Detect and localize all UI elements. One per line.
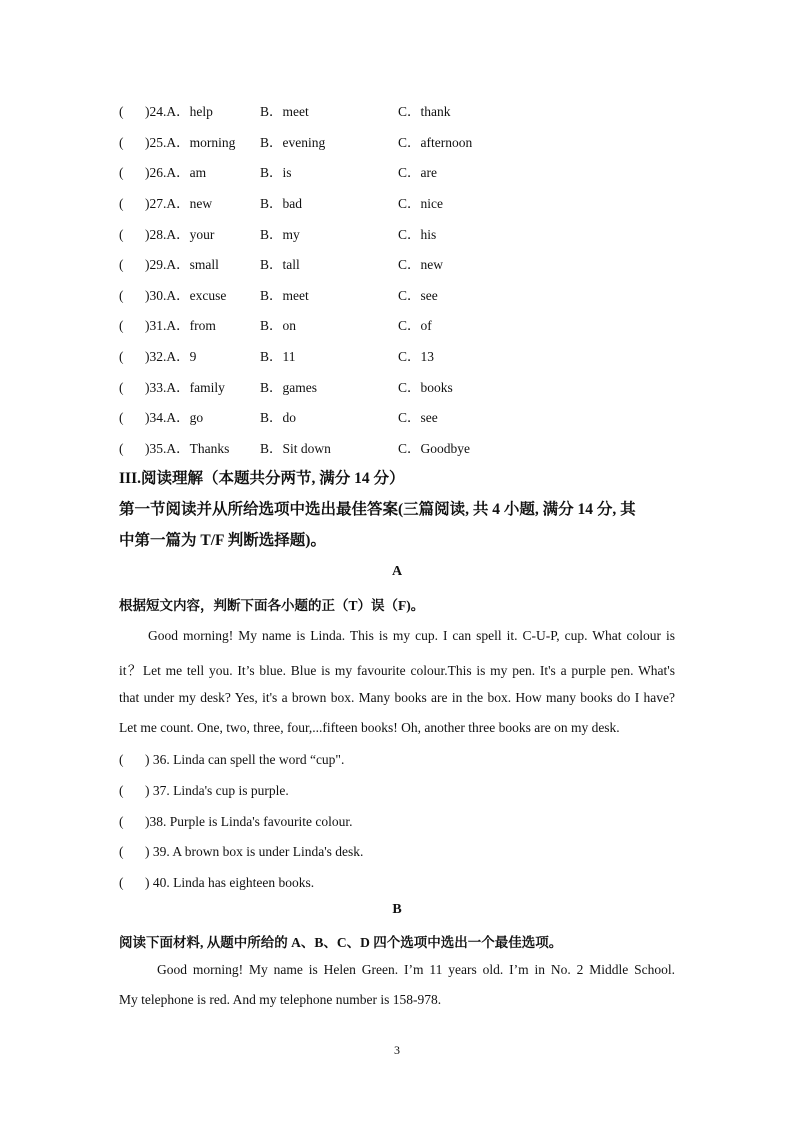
passage-a-instruction: 根据短文内容，判断下面各小题的正（T）误（F)。 xyxy=(119,598,425,613)
option-b: B．bad xyxy=(260,196,302,211)
option-b: B．meet xyxy=(260,104,309,119)
question-text: ) 36. Linda can spell the word “cup". xyxy=(145,752,345,767)
passage-a-line: that under my desk? Yes, it's a brown box. Many books are in the box. How many books do I have? xyxy=(119,690,675,705)
option-a: )27.A．new xyxy=(145,196,213,211)
question-text: ) 39. A brown box is under Linda's desk. xyxy=(145,844,364,859)
option-a: )24.A．help xyxy=(145,104,213,119)
passage-a-line: it？Let me tell you. It’s blue. Blue is my favourite colour.This is my pen. It's a purple pen. What's xyxy=(119,663,675,678)
answer-paren: ( xyxy=(119,380,124,395)
answer-paren: ( xyxy=(119,349,124,364)
answer-paren: ( xyxy=(119,104,124,119)
page-number: 3 xyxy=(394,1043,400,1057)
option-b: B．is xyxy=(260,165,292,180)
answer-paren: ( xyxy=(119,441,124,456)
answer-paren: ( xyxy=(119,814,124,829)
option-b: B．on xyxy=(260,318,297,333)
option-a: )34.A．go xyxy=(145,410,204,425)
option-c: C．his xyxy=(398,227,437,242)
option-b: B．evening xyxy=(260,135,326,150)
passage-b-instruction: 阅读下面材料, 从题中所给的 A、B、C、D 四个选项中选出一个最佳选项。 xyxy=(119,935,563,950)
option-a: )31.A．from xyxy=(145,318,216,333)
question-text: ) 37. Linda's cup is purple. xyxy=(145,783,289,798)
answer-paren: ( xyxy=(119,318,124,333)
option-c: C．13 xyxy=(398,349,435,364)
section-subheading-line1: 第一节阅读并从所给选项中选出最佳答案(三篇阅读, 共 4 小题, 满分 14 分, 其 xyxy=(119,501,636,518)
option-b: B．games xyxy=(260,380,317,395)
option-c: C．see xyxy=(398,288,438,303)
section-heading: III.阅读理解（本题共分两节, 满分 14 分） xyxy=(119,470,405,487)
option-a: )30.A．excuse xyxy=(145,288,227,303)
option-a: )33.A．family xyxy=(145,380,225,395)
passage-b-line: My telephone is red. And my telephone number is 158-978. xyxy=(119,992,442,1007)
answer-paren: ( xyxy=(119,875,124,890)
answer-paren: ( xyxy=(119,288,124,303)
option-c: C．of xyxy=(398,318,432,333)
passage-a-line: Let me count. One, two, three, four,...fifteen books! Oh, another three books are on my desk. xyxy=(119,720,620,735)
option-c: C．see xyxy=(398,410,438,425)
option-a: )35.A．Thanks xyxy=(145,441,230,456)
passage-b-line: Good morning! My name is Helen Green. I’m 11 years old. I’m in No. 2 Middle School. xyxy=(157,962,675,977)
passage-b-label: B xyxy=(392,902,402,917)
question-text: ) 40. Linda has eighteen books. xyxy=(145,875,315,890)
passage-a-line: Good morning! My name is Linda. This is my cup. I can spell it. C-U-P, cup. What colour is xyxy=(148,628,675,643)
section-subheading-line2: 中第一篇为 T/F 判断选择题)。 xyxy=(119,532,326,549)
option-c: C．books xyxy=(398,380,453,395)
option-b: B．tall xyxy=(260,257,300,272)
answer-paren: ( xyxy=(119,410,124,425)
option-a: )25.A．morning xyxy=(145,135,236,150)
option-a: )29.A．small xyxy=(145,257,219,272)
answer-paren: ( xyxy=(119,196,124,211)
option-b: B．11 xyxy=(260,349,296,364)
option-a: )32.A．9 xyxy=(145,349,197,364)
option-a: )26.A．am xyxy=(145,165,207,180)
option-c: C．afternoon xyxy=(398,135,473,150)
option-c: C．nice xyxy=(398,196,443,211)
option-b: B．Sit down xyxy=(260,441,331,456)
question-text: )38. Purple is Linda's favourite colour. xyxy=(145,814,353,829)
answer-paren: ( xyxy=(119,752,124,767)
option-a: )28.A．your xyxy=(145,227,215,242)
answer-paren: ( xyxy=(119,783,124,798)
answer-paren: ( xyxy=(119,257,124,272)
answer-paren: ( xyxy=(119,135,124,150)
option-c: C．are xyxy=(398,165,437,180)
option-c: C．new xyxy=(398,257,443,272)
option-b: B．do xyxy=(260,410,297,425)
option-b: B．my xyxy=(260,227,300,242)
option-c: C．thank xyxy=(398,104,451,119)
option-c: C．Goodbye xyxy=(398,441,470,456)
passage-a-label: A xyxy=(391,564,403,579)
option-b: B．meet xyxy=(260,288,309,303)
answer-paren: ( xyxy=(119,227,124,242)
answer-paren: ( xyxy=(119,165,124,180)
answer-paren: ( xyxy=(119,844,124,859)
